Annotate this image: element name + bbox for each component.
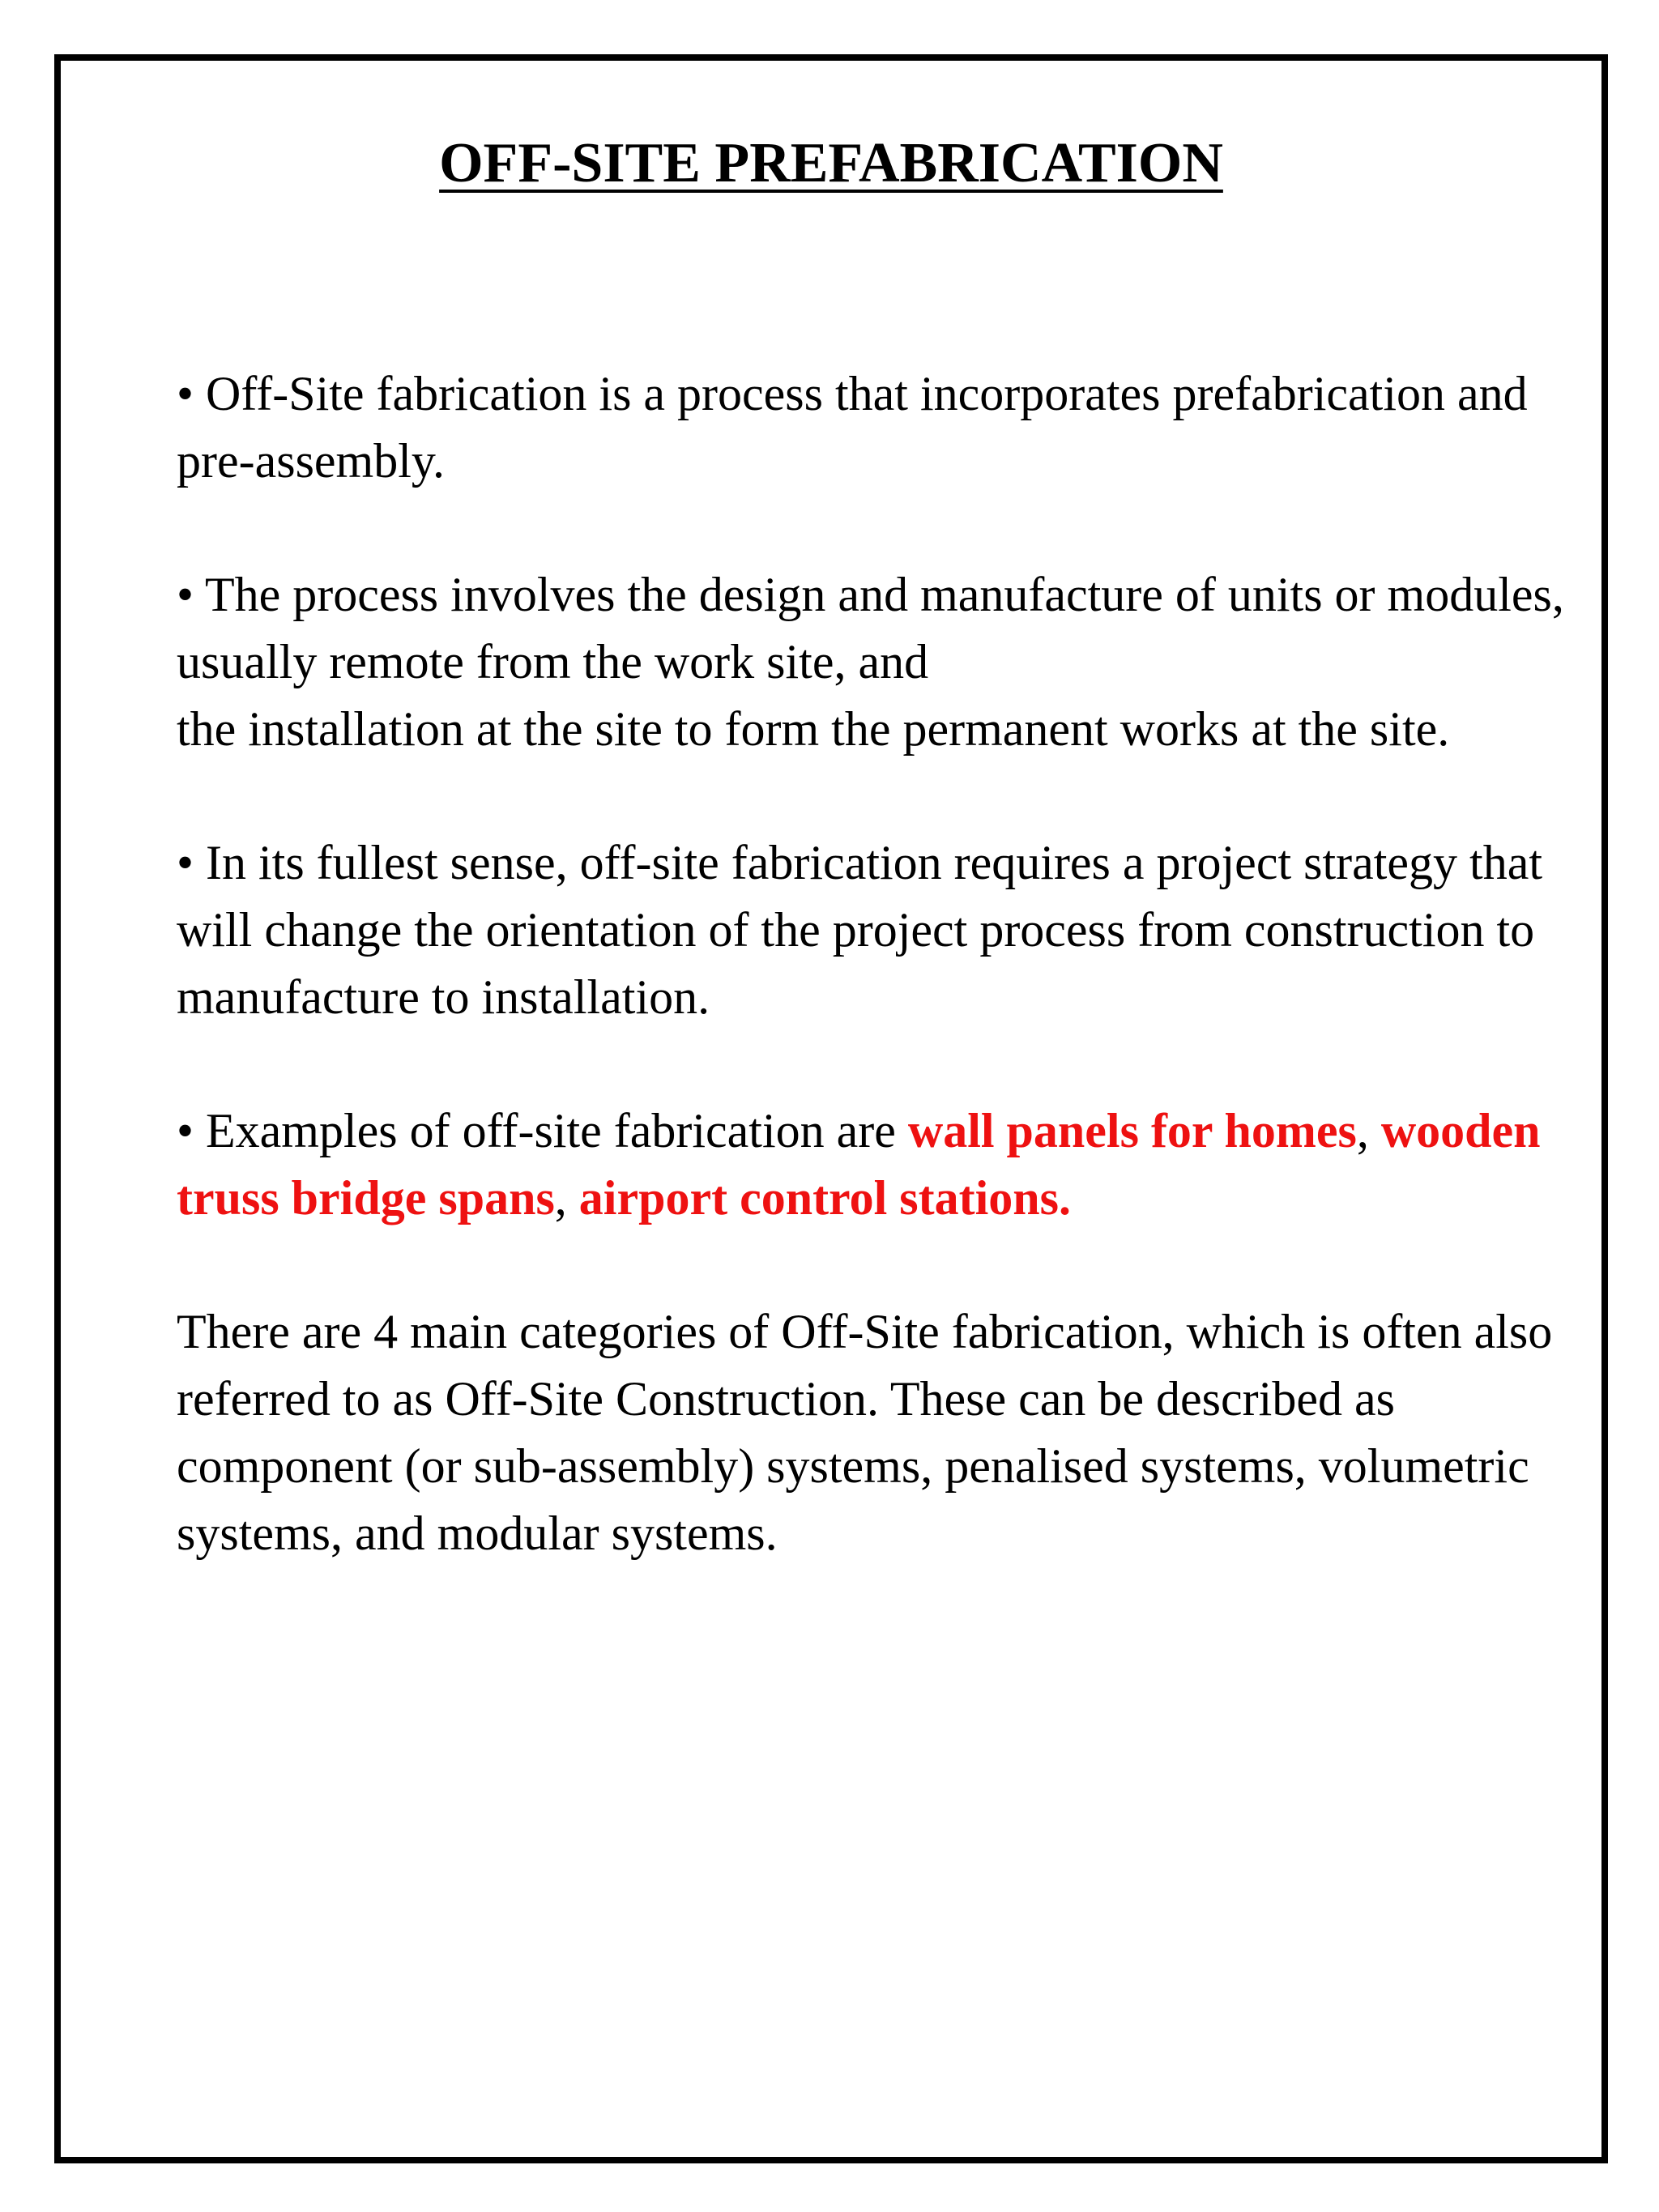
paragraph-text: There are 4 main categories of Off-Site fabrication, which is often also referred to as Off-Site Construction. These can be described as component (or sub-assembly) systems, penalised systems, volumetric systems, and modular systems. — [177, 1305, 1553, 1560]
paragraph-text: Off-Site fabrication is a process that incorporates prefabrication and pre-assembly. — [177, 367, 1528, 488]
bullet: • — [177, 568, 194, 621]
paragraph-text: The process involves the design and manufacture of units or modules, usually remote from the work site, and — [177, 568, 1564, 688]
bullet: • — [177, 836, 194, 889]
paragraph-examples — [177, 1097, 1594, 1232]
page-frame — [54, 54, 1608, 2163]
paragraph-process — [177, 561, 1594, 763]
example-airport-stations: airport control stations. — [578, 1171, 1071, 1225]
paragraph-text: the installation at the site to form the permanent works at the site. — [177, 702, 1450, 756]
bullet: • — [177, 367, 194, 420]
paragraph-offsite-definition — [177, 360, 1594, 495]
page-title-text: OFF-SITE PREFABRICATION — [439, 132, 1223, 194]
page-title — [61, 132, 1601, 194]
paragraph-text: Examples of off-site fabrication are — [206, 1104, 908, 1157]
bullet: • — [177, 1104, 194, 1157]
separator: , — [1356, 1104, 1381, 1157]
paragraph-categories — [177, 1298, 1594, 1567]
document-body — [177, 360, 1594, 1634]
paragraph-project-strategy — [177, 829, 1594, 1031]
paragraph-text: In its fullest sense, off-site fabrication requires a project strategy that will change the orientation of the project process from construction to manufacture to installation. — [177, 836, 1543, 1024]
separator: , — [554, 1171, 579, 1225]
example-wall-panels: wall panels for homes — [907, 1104, 1357, 1157]
example-wooden-truss: wooden truss bridge spans — [177, 1104, 1541, 1225]
